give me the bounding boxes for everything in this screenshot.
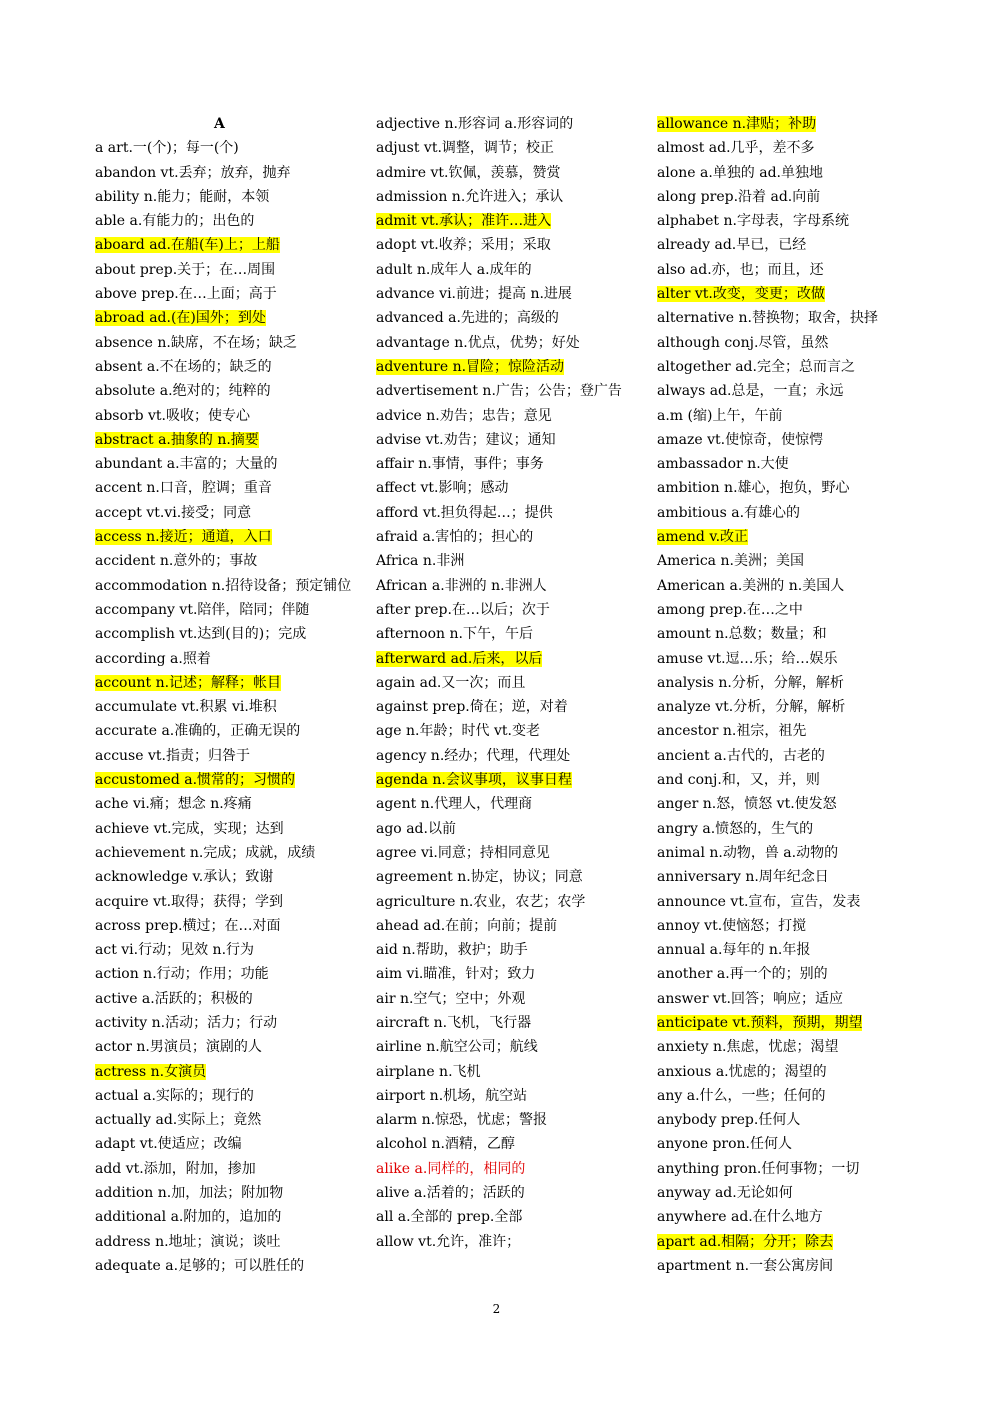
vocab-entry: [657, 306, 902, 330]
vocab-entry-text: all a.全部的 prep.全部: [376, 1209, 523, 1226]
vocab-entry: [657, 112, 902, 136]
vocab-entry: [376, 355, 638, 379]
vocab-entry-text: announce vt.宣布，宣告，发表: [657, 893, 861, 910]
vocab-entry: [657, 525, 902, 549]
vocab-entry-text: accept vt.vi.接受；同意: [95, 504, 252, 521]
vocab-entry-text: alike a.同样的，相同的: [376, 1160, 526, 1177]
vocab-entry: [657, 355, 902, 379]
vocab-entry-text: across prep.横过；在…对面: [95, 917, 281, 934]
vocab-entry: [376, 841, 638, 865]
vocab-entry-text: adequate a.足够的；可以胜任的: [95, 1257, 305, 1274]
vocab-entry: [376, 817, 638, 841]
vocab-entry: [95, 890, 357, 914]
vocab-entry: [95, 404, 357, 428]
vocab-entry: [657, 914, 902, 938]
vocab-entry: [376, 914, 638, 938]
vocab-entry: [657, 1254, 902, 1278]
vocab-entry: [657, 1035, 902, 1059]
vocab-entry-text: activity n.活动；活力；行动: [95, 1014, 278, 1031]
vocab-entry: [376, 598, 638, 622]
vocab-entry-text: any a.什么，一些；任何的: [657, 1087, 826, 1104]
vocab-entry-text: and conj.和，又，并，则: [657, 772, 820, 789]
vocab-entry: [657, 331, 902, 355]
vocab-entry-text: a art.一(个)；每一(个): [95, 140, 239, 157]
vocab-entry-text: actually ad.实际上；竟然: [95, 1112, 262, 1129]
vocab-entry: [657, 962, 902, 986]
vocab-entry: [376, 331, 638, 355]
vocab-entry-text: abroad ad.(在)国外；到处: [95, 310, 266, 327]
vocab-entry-text: anybody prep.任何人: [657, 1112, 801, 1129]
vocab-entry: [657, 890, 902, 914]
vocab-entry-text: aboard ad.在船(车)上；上船: [95, 237, 280, 254]
vocab-entry: [657, 695, 902, 719]
vocab-entry: [95, 1205, 357, 1229]
vocab-entry-text: agenda n.会议事项，议事日程: [376, 772, 572, 789]
vocab-entry: [657, 233, 902, 257]
vocab-entry: [657, 1011, 902, 1035]
vocab-entry: [657, 1205, 902, 1229]
vocab-entry: [95, 792, 357, 816]
vocab-entry: [95, 865, 357, 889]
vocab-entry-text: anxiety n.焦虑，忧虑；渴望: [657, 1039, 839, 1056]
vocab-entry-text: African a.非洲的 n.非洲人: [376, 577, 547, 594]
vocab-entry: [95, 549, 357, 573]
vocab-entry: [657, 404, 902, 428]
vocab-entry-text: amaze vt.使惊奇，使惊愕: [657, 431, 824, 448]
vocab-entry-text: ability n.能力；能耐，本领: [95, 188, 270, 205]
vocab-entry-text: apartment n.一套公寓房间: [657, 1257, 834, 1274]
vocab-entry-text: among prep.在…之中: [657, 601, 803, 618]
vocab-entry-text: advantage n.优点，优势；好处: [376, 334, 580, 351]
vocab-entry: [376, 890, 638, 914]
vocab-entry-text: address n.地址；演说；谈吐: [95, 1233, 281, 1250]
vocab-entry: [657, 379, 902, 403]
vocab-entry-text: allowance n.津贴；补助: [657, 116, 817, 132]
vocab-entry-text: accuse vt.指责；归咎于: [95, 747, 250, 764]
vocab-entry: [95, 185, 357, 209]
vocab-entry-text: airport n.机场，航空站: [376, 1087, 528, 1104]
vocab-entry-text: adjective n.形容词 a.形容词的: [376, 116, 574, 132]
vocab-entry: [657, 841, 902, 865]
vocab-entry: [95, 622, 357, 646]
vocab-entry-text: add vt.添加，附加，掺加: [95, 1160, 256, 1177]
vocab-entry: [657, 622, 902, 646]
vocab-entry: [95, 987, 357, 1011]
vocab-entry: [657, 1230, 902, 1254]
vocab-entry: [657, 1132, 902, 1156]
vocab-entry-text: accustomed a.惯常的；习惯的: [95, 772, 296, 789]
vocab-entry-text: anger n.怒，愤怒 vt.使发怒: [657, 796, 837, 813]
vocab-entry-text: ambassador n.大使: [657, 456, 789, 473]
vocab-entry: [657, 1157, 902, 1181]
vocab-entry: [376, 1108, 638, 1132]
vocab-entry: [657, 258, 902, 282]
vocab-entry-text: ancient a.古代的，古老的: [657, 747, 825, 764]
vocab-entry: [376, 1181, 638, 1205]
vocab-entry-text: act vi.行动；见效 n.行为: [95, 942, 255, 959]
vocab-entry-text: airline n.航空公司；航线: [376, 1039, 538, 1056]
vocab-entry-text: alternative n.替换物；取舍，抉择: [657, 310, 879, 327]
page-number: 2: [492, 1302, 501, 1316]
vocab-entry: [376, 622, 638, 646]
vocab-entry: [657, 1181, 902, 1205]
vocab-entry: [376, 161, 638, 185]
vocab-entry-text: agree vi.同意；持相同意见: [376, 844, 550, 861]
vocab-entry-text: absence n.缺席，不在场；缺乏: [95, 334, 297, 351]
vocab-entry: [657, 161, 902, 185]
vocab-entry: [95, 647, 357, 671]
vocab-entry: [95, 962, 357, 986]
vocab-entry-text: addition n.加，加法；附加物: [95, 1185, 284, 1202]
vocab-entry: [657, 938, 902, 962]
vocab-entry: [657, 1060, 902, 1084]
vocab-entry: [95, 817, 357, 841]
vocab-entry-text: according a.照着: [95, 650, 211, 667]
vocab-entry: [95, 1254, 357, 1278]
vocab-entry: [376, 379, 638, 403]
vocab-entry-text: Africa n.非洲: [376, 553, 465, 570]
vocab-entry-text: airplane n.飞机: [376, 1063, 481, 1080]
vocab-entry: [95, 671, 357, 695]
vocab-entry: [657, 1084, 902, 1108]
vocab-entry: [376, 865, 638, 889]
vocab-entry-text: annoy vt.使恼怒；打搅: [657, 917, 807, 934]
vocab-entry-text: adult n.成年人 a.成年的: [376, 261, 532, 278]
vocab-entry: [95, 598, 357, 622]
vocab-entry-text: alcohol n.酒精，乙醇: [376, 1136, 515, 1153]
vocab-entry: [376, 768, 638, 792]
vocab-entry: [95, 719, 357, 743]
vocab-entry: [95, 768, 357, 792]
vocab-entry: [376, 962, 638, 986]
vocab-entry-text: advise vt.劝告；建议；通知: [376, 431, 556, 448]
vocab-entry-text: afford vt.担负得起…；提供: [376, 504, 553, 521]
vocab-entry-text: agreement n.协定，协议；同意: [376, 869, 583, 886]
vocab-entry: [376, 792, 638, 816]
vocab-entry: [95, 574, 357, 598]
vocab-entry: [657, 744, 902, 768]
vocab-entry-text: answer vt.回答；响应；适应: [657, 990, 843, 1007]
vocab-entry-text: about prep.关于；在…周围: [95, 261, 276, 278]
vocab-entry: [657, 792, 902, 816]
vocab-entry-text: aid n.帮助，救护；助手: [376, 942, 528, 959]
vocab-entry-text: actor n.男演员；演剧的人: [95, 1039, 262, 1056]
vocab-entry: [95, 355, 357, 379]
vocab-entry-text: actual a.实际的；现行的: [95, 1087, 254, 1104]
vocab-entry: [95, 1060, 357, 1084]
vocab-entry-text: accomplish vt.达到(目的)；完成: [95, 626, 307, 643]
vocab-entry-text: above prep.在…上面；高于: [95, 286, 277, 303]
vocab-entry: [95, 258, 357, 282]
vocab-entry-text: advice n.劝告；忠告；意见: [376, 407, 552, 424]
vocab-entry: [95, 938, 357, 962]
vocab-entry: [376, 525, 638, 549]
vocab-entry: [376, 209, 638, 233]
vocab-entry: [657, 719, 902, 743]
vocab-entry: [95, 1132, 357, 1156]
vocab-entry: [95, 209, 357, 233]
vocab-entry: [95, 1084, 357, 1108]
vocab-entry-text: actress n.女演员: [95, 1063, 207, 1080]
vocab-entry-text: accommodation n.招待设备；预定铺位: [95, 577, 352, 594]
vocab-entry-text: afternoon n.下午，午后: [376, 626, 533, 643]
vocab-entry: [95, 306, 357, 330]
vocab-entry-text: absorb vt.吸收；使专心: [95, 407, 251, 424]
vocab-entry-text: along prep.沿着 ad.向前: [657, 188, 821, 205]
vocab-entry-text: able a.有能力的；出色的: [95, 213, 255, 230]
vocab-entry-text: achieve vt.完成，实现；达到: [95, 820, 284, 837]
vocab-entry-text: absolute a.绝对的；纯粹的: [95, 383, 271, 400]
vocab-entry-text: abundant a.丰富的；大量的: [95, 456, 278, 473]
vocab-entry: [376, 574, 638, 598]
vocab-entry-text: afterward ad.后来，以后: [376, 650, 543, 667]
vocab-entry: [657, 185, 902, 209]
vocab-entry: [95, 331, 357, 355]
vocab-entry: [657, 1108, 902, 1132]
vocab-entry-text: ambitious a.有雄心的: [657, 504, 801, 521]
vocab-entry: [657, 209, 902, 233]
vocab-entry-text: account n.记述；解释；帐目: [95, 674, 282, 691]
vocab-entry: [657, 428, 902, 452]
vocab-entry-text: amount n.总数；数量；和: [657, 626, 827, 643]
vocab-entry: [95, 428, 357, 452]
vocab-entry-text: afraid a.害怕的；担心的: [376, 529, 534, 546]
vocab-entry-text: annual a.每年的 n.年报: [657, 942, 811, 959]
vocab-entry-text: allow vt.允许，准许；: [376, 1233, 521, 1250]
vocab-entry: [376, 112, 638, 136]
vocab-entry-text: anxious a.忧虑的；渴望的: [657, 1063, 827, 1080]
vocab-entry-text: abstract a.抽象的 n.摘要: [95, 431, 259, 448]
vocab-entry: [376, 719, 638, 743]
vocab-entry-text: angry a.愤怒的，生气的: [657, 820, 814, 837]
vocab-entry: [376, 136, 638, 160]
vocab-entry: [657, 452, 902, 476]
vocab-entry-text: accent n.口音，腔调；重音: [95, 480, 272, 497]
vocab-entry: [95, 1108, 357, 1132]
vocab-entry: [376, 549, 638, 573]
vocab-entry-text: ahead ad.在前；向前；提前: [376, 917, 558, 934]
vocab-entry: [95, 476, 357, 500]
vocab-entry: [95, 452, 357, 476]
vocab-entry: [657, 549, 902, 573]
vocab-entry: [95, 136, 357, 160]
vocab-entry: [657, 987, 902, 1011]
vocab-entry: [657, 865, 902, 889]
vocab-entry-text: adjust vt.调整，调节；校正: [376, 140, 554, 157]
vocab-entry: [95, 525, 357, 549]
vocab-entry-text: almost ad.几乎，差不多: [657, 140, 815, 157]
vocab-entry: [376, 404, 638, 428]
vocab-entry: [376, 1011, 638, 1035]
vocab-entry: [376, 1205, 638, 1229]
column-2: [376, 112, 638, 1254]
vocab-entry-text: always ad.总是，一直；永远: [657, 383, 844, 400]
vocab-entry-text: action n.行动；作用；功能: [95, 966, 269, 983]
vocab-entry: [376, 452, 638, 476]
vocab-entry: [657, 282, 902, 306]
vocab-entry-text: analyze vt.分析，分解，解析: [657, 699, 846, 716]
vocab-entry: [657, 768, 902, 792]
vocab-entry: [376, 647, 638, 671]
vocab-entry: [95, 695, 357, 719]
vocab-entry-text: adventure n.冒险；惊险活动: [376, 358, 565, 375]
vocab-entry-text: American a.美洲的 n.美国人: [657, 577, 845, 594]
vocab-entry: [376, 1157, 638, 1181]
vocab-entry: [376, 744, 638, 768]
vocab-entry: [376, 233, 638, 257]
vocab-entry-text: ancestor n.祖宗，祖先: [657, 723, 807, 740]
vocab-entry-text: agriculture n.农业，农艺；农学: [376, 893, 586, 910]
vocab-entry-text: advance vi.前进；提高 n.进展: [376, 286, 572, 303]
vocab-entry: [376, 476, 638, 500]
vocab-entry: [95, 1035, 357, 1059]
vocab-entry-text: agency n.经办；代理，代理处: [376, 747, 571, 764]
vocab-entry: [376, 1230, 638, 1254]
vocab-entry-text: amend v.改正: [657, 529, 749, 546]
vocab-entry-text: another a.再一个的；别的: [657, 966, 828, 983]
vocab-entry: [95, 1230, 357, 1254]
vocab-entry-text: ambition n.雄心，抱负，野心: [657, 480, 850, 497]
vocab-entry-text: again ad.又一次；而且: [376, 674, 526, 691]
vocab-entry: [95, 282, 357, 306]
vocab-entry: [376, 282, 638, 306]
vocab-entry-text: aircraft n.飞机，飞行器: [376, 1014, 532, 1031]
vocab-entry-text: alone a.单独的 ad.单独地: [657, 164, 824, 181]
vocab-entry-text: analysis n.分析，分解，解析: [657, 674, 844, 691]
vocab-entry: [376, 987, 638, 1011]
vocab-entry-text: acknowledge v.承认；致谢: [95, 869, 274, 886]
vocab-entry-text: affair n.事情，事件；事务: [376, 456, 544, 473]
vocab-entry: [95, 914, 357, 938]
vocab-entry: [657, 817, 902, 841]
vocab-entry-text: already ad.早已，已经: [657, 237, 807, 254]
vocab-entry-text: achievement n.完成；成就，成绩: [95, 844, 316, 861]
vocab-entry: [95, 1011, 357, 1035]
vocab-entry-text: anniversary n.周年纪念日: [657, 869, 829, 886]
vocab-entry: [376, 938, 638, 962]
vocab-entry: [376, 1132, 638, 1156]
vocab-entry: [376, 185, 638, 209]
vocab-entry-text: ache vi.痛；想念 n.疼痛: [95, 796, 252, 813]
vocab-entry-text: although conj.尽管，虽然: [657, 334, 829, 351]
vocab-entry-text: alter vt.改变，变更；改做: [657, 286, 825, 303]
vocab-entry-text: amuse vt.逗…乐；给…娱乐: [657, 650, 838, 667]
vocab-entry-text: admit vt.承认；准许…进入: [376, 213, 552, 230]
vocab-entry-text: a.m (缩)上午，午前: [657, 407, 783, 424]
vocab-entry-text: altogether ad.完全；总而言之: [657, 358, 855, 375]
section-heading: A: [214, 116, 225, 132]
vocab-entry: [657, 671, 902, 695]
vocab-entry-text: apart ad.相隔；分开；除去: [657, 1233, 834, 1250]
vocab-entry-text: admire vt.钦佩，羡慕，赞赏: [376, 164, 561, 181]
vocab-entry: [95, 501, 357, 525]
vocab-entry: [95, 1157, 357, 1181]
column-3: [657, 112, 902, 1278]
vocab-entry-text: anything pron.任何事物；一切: [657, 1160, 860, 1177]
vocab-entry-text: affect vt.影响；感动: [376, 480, 509, 497]
vocab-entry-text: ago ad.以前: [376, 820, 456, 837]
vocab-entry-text: additional a.附加的，追加的: [95, 1209, 282, 1226]
vocab-entry: [376, 695, 638, 719]
vocab-entry-text: America n.美洲；美国: [657, 553, 804, 570]
vocab-entry-text: anyone pron.任何人: [657, 1136, 793, 1153]
vocab-entry-text: access n.接近；通道，入口: [95, 529, 272, 546]
vocab-entry: [657, 598, 902, 622]
vocab-entry: [657, 574, 902, 598]
vocab-entry-text: accident n.意外的；事故: [95, 553, 258, 570]
vocab-entry: [657, 501, 902, 525]
vocab-entry-text: absent a.不在场的；缺乏的: [95, 358, 272, 375]
vocab-entry-text: active a.活跃的；积极的: [95, 990, 253, 1007]
vocab-entry-text: air n.空气；空中；外观: [376, 990, 526, 1007]
vocab-entry: [376, 428, 638, 452]
vocab-entry-text: against prep.倚在；逆，对着: [376, 699, 568, 716]
vocab-entry: [95, 379, 357, 403]
vocab-entry: [95, 1181, 357, 1205]
vocab-entry-text: accompany vt.陪伴，陪同；伴随: [95, 601, 310, 618]
vocab-entry-text: alarm n.惊恐，忧虑；警报: [376, 1112, 548, 1129]
vocab-entry-text: anticipate vt.预料，预期，期望: [657, 1014, 863, 1031]
vocab-entry-text: adopt vt.收养；采用；采取: [376, 237, 551, 254]
vocab-entry-text: alphabet n.字母表，字母系统: [657, 213, 849, 230]
vocab-entry: [376, 1084, 638, 1108]
vocab-entry: [657, 647, 902, 671]
vocab-entry: [376, 1035, 638, 1059]
vocab-entry-text: accumulate vt.积累 vi.堆积: [95, 699, 277, 716]
vocab-entry: [376, 258, 638, 282]
vocab-entry-text: also ad.亦，也；而且，还: [657, 261, 824, 278]
vocab-entry-text: advanced a.先进的；高级的: [376, 310, 559, 327]
vocab-entry-text: abandon vt.丢弃；放弃，抛弃: [95, 164, 291, 181]
vocab-entry: [376, 501, 638, 525]
vocab-entry: [657, 476, 902, 500]
vocab-entry-text: age n.年龄；时代 vt.变老: [376, 723, 540, 740]
column-1: [95, 112, 357, 1278]
vocab-entry-text: alive a.活着的；活跃的: [376, 1185, 525, 1202]
vocab-entry-text: acquire vt.取得；获得；学到: [95, 893, 284, 910]
vocab-entry-text: aim vi.瞄准，针对；致力: [376, 966, 536, 983]
vocab-entry-text: anyway ad.无论如何: [657, 1185, 793, 1202]
vocab-entry-text: admission n.允许进入；承认: [376, 188, 564, 205]
vocab-entry-text: advertisement n.广告；公告；登广告: [376, 383, 622, 400]
vocab-entry-text: accurate a.准确的，正确无误的: [95, 723, 301, 740]
vocab-entry: [95, 841, 357, 865]
vocab-entry: [376, 1060, 638, 1084]
vocab-entry: [95, 161, 357, 185]
vocab-entry-text: after prep.在…以后；次于: [376, 601, 550, 618]
vocab-entry-text: agent n.代理人，代理商: [376, 796, 533, 813]
vocab-entry: [657, 136, 902, 160]
vocab-entry: [376, 671, 638, 695]
vocab-entry-text: animal n.动物，兽 a.动物的: [657, 844, 839, 861]
vocab-entry: [376, 306, 638, 330]
vocab-entry: [95, 233, 357, 257]
vocab-entry-text: anywhere ad.在什么地方: [657, 1209, 823, 1226]
vocab-entry-text: adapt vt.使适应；改编: [95, 1136, 242, 1153]
vocab-entry: [95, 744, 357, 768]
